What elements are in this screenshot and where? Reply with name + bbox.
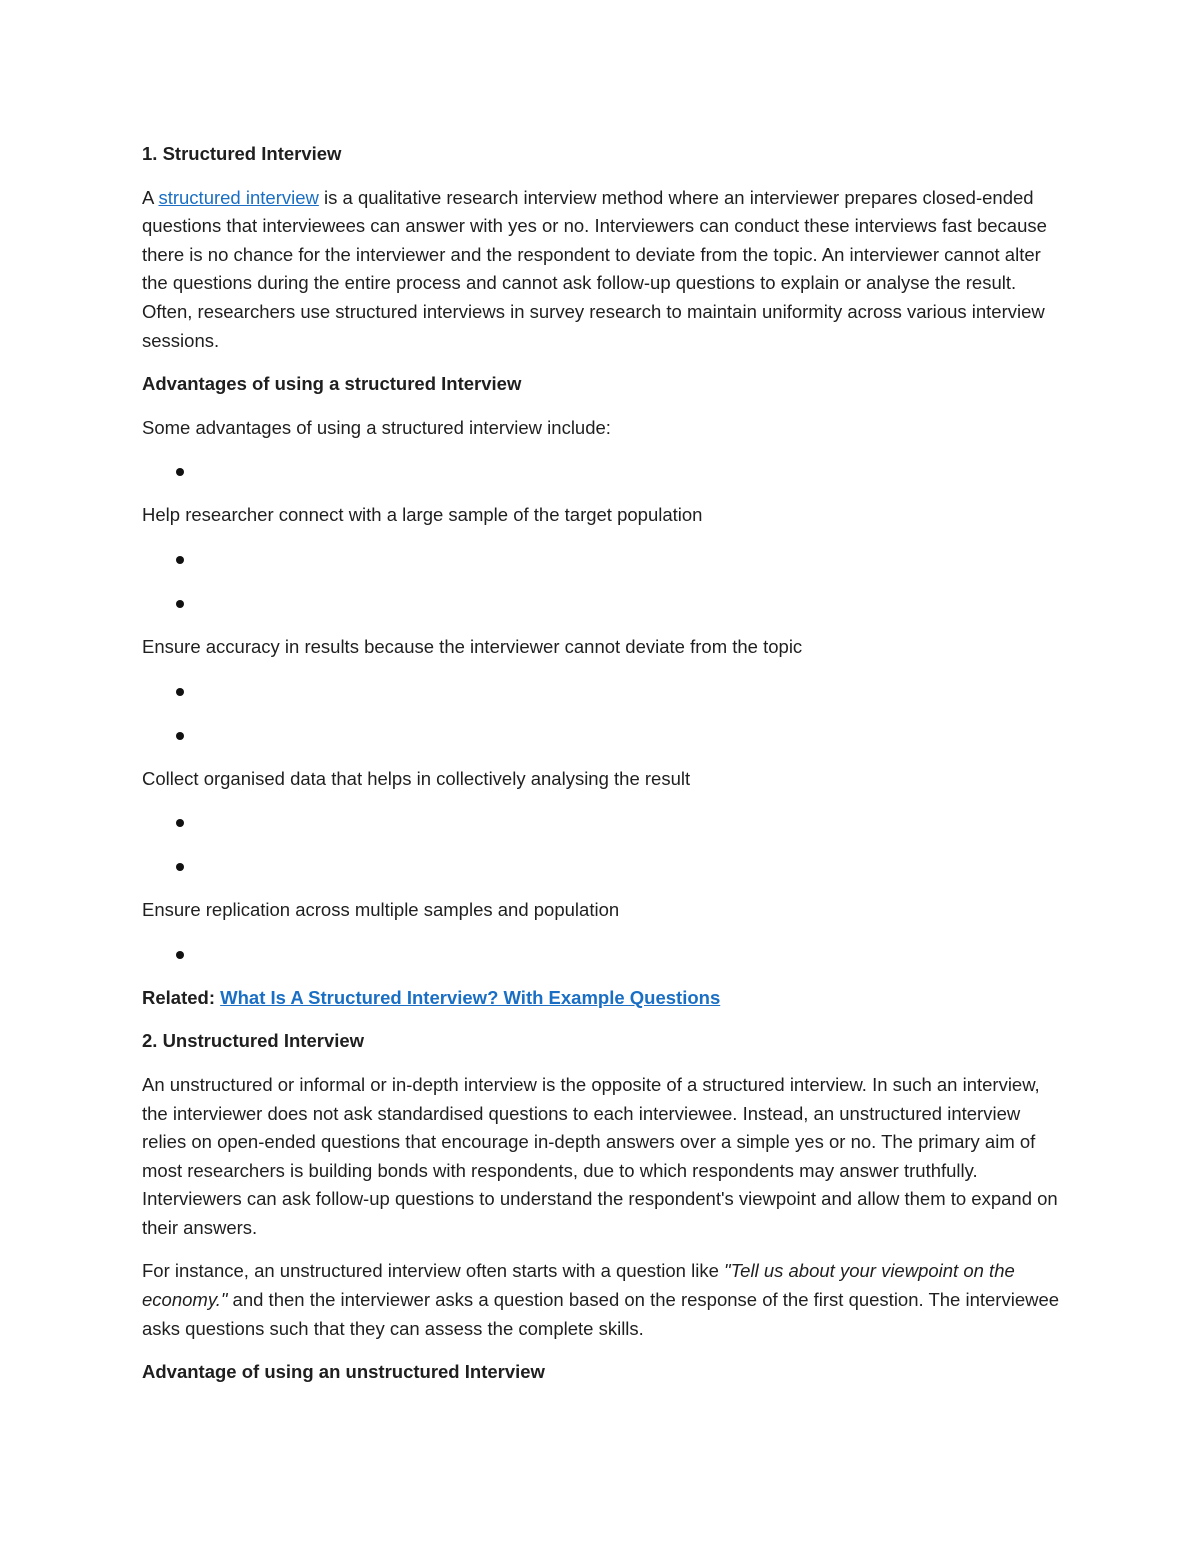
intro-text: is a qualitative research interview method where an interviewer prepares closed-ended questions that interviewees can answer with yes or no. Interviewers can conduct these interviews fast because there is no chance for the interviewer and the respondent to deviate from the topic. An interviewer cannot alter the questions during the entire process and cannot ask follow-up questions to explain or analyse the result. Often, researchers use structured interviews in survey research to maintain uniformity across various interview sessions. (142, 186, 1047, 351)
unstructured-advantage-heading: Advantage of using an unstructured Interview (142, 1361, 545, 1383)
unstructured-paragraph-1: An unstructured or informal or in-depth interview is the opposite of a structured interview. In such an interview, the interviewer does not ask standardised questions to each interviewee. Instead, an unstructured interview relies on open-ended questions that encourage in-depth answers over a simple yes or no. The primary aim of most researchers is building bonds with respondents, due to which respondents may answer truthfully. Interviewers can ask follow-up questions to understand the respondent's viewpoint and allow them to expand on their answers. (142, 1073, 1058, 1238)
example-rest: and then the interviewer asks a question based on the response of the first question. The interviewee asks questions such that they can assess the complete skills. (142, 1289, 1060, 1339)
advantage-item-3: Collect organised data that helps in collectively analysing the result (142, 767, 691, 789)
related-article-link[interactable]: What Is A Structured Interview? With Example Questions (220, 986, 721, 1008)
advantages-intro: Some advantages of using a structured interview include: (142, 416, 611, 438)
advantages-heading: Advantages of using a structured Interview (142, 373, 522, 395)
bullet-icon (176, 600, 184, 608)
advantage-item-1: Help researcher connect with a large sample of the target population (142, 504, 703, 526)
bullet-item (142, 589, 1062, 618)
bullet-item (142, 808, 1062, 837)
intro-prefix: A (142, 186, 159, 208)
bullet-item (142, 940, 1062, 969)
bullet-icon (176, 556, 184, 564)
structured-interview-link[interactable]: structured interview (158, 186, 319, 208)
bullet-item (142, 457, 1062, 486)
example-prefix: For instance, an unstructured interview often starts with a question like (142, 1260, 725, 1282)
bullet-icon (176, 819, 184, 827)
bullet-item (142, 852, 1062, 881)
bullet-icon (176, 863, 184, 871)
related-line (142, 984, 1062, 1013)
bullet-icon (176, 688, 184, 696)
bullet-icon (176, 468, 184, 476)
advantage-item-4: Ensure replication across multiple samples and population (142, 899, 620, 921)
document-page (142, 140, 1062, 1402)
example-quote: "Tell us about your viewpoint on the economy." (142, 1260, 1015, 1311)
related-label: Related: (142, 986, 215, 1008)
bullet-item (142, 721, 1062, 750)
bullet-icon (176, 951, 184, 959)
bullet-item (142, 677, 1062, 706)
section-heading-structured: 1. Structured Interview (142, 143, 342, 164)
structured-intro-paragraph (142, 184, 1062, 356)
section-heading-unstructured: 2. Unstructured Interview (142, 1030, 365, 1052)
advantage-item-2: Ensure accuracy in results because the interviewer cannot deviate from the topic (142, 635, 803, 657)
bullet-icon (176, 732, 184, 740)
bullet-item (142, 545, 1062, 574)
unstructured-paragraph-2 (142, 1257, 1062, 1343)
